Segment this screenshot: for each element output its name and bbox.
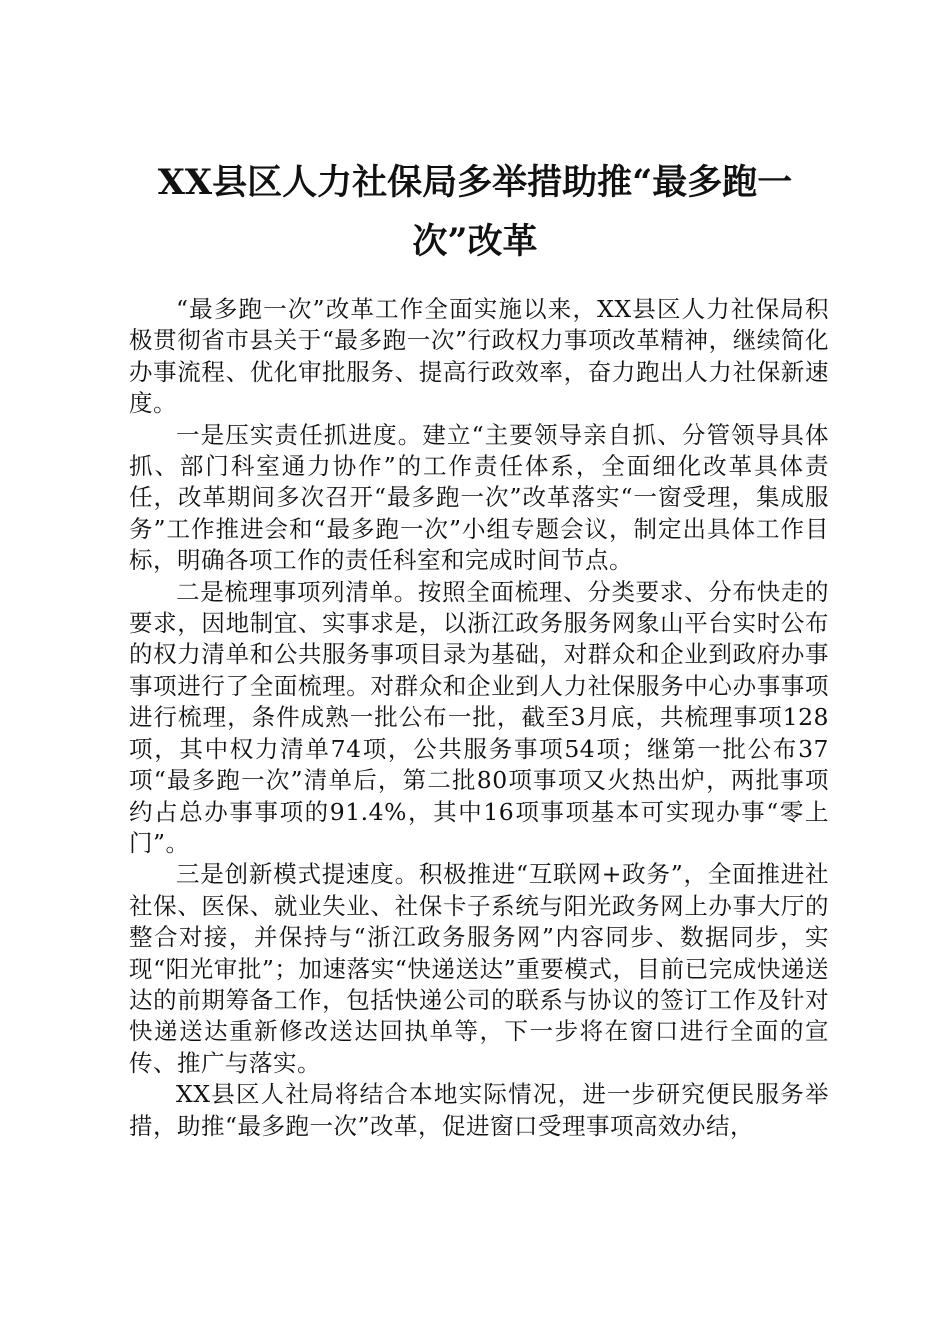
paragraph-responsibility: 一是压实责任抓进度。建立“主要领导亲自抓、分管领导具体抓、部门科室通力协作”的工作责任体系，全面细化改革具体责任，改革期间多次召开“最多跑一次”改革落实“一窗受理，集成服务”工作推进会和“最多跑一次”小组专题会议，制定出具体工作目标，明确各项工作的责任科室和完成时间节点。 <box>129 420 829 575</box>
document-title-line-1: XX县区人力社保局多举措助推“最多跑一 <box>157 162 793 203</box>
document-body <box>129 294 829 1142</box>
paragraph-checklist: 二是梳理事项列清单。按照全面梳理、分类要求、分布快走的要求，因地制宜、实事求是，以浙江政务服务网象山平台实时公布的权力清单和公共服务事项目录为基础，对群众和企业到政府办事事项进行了全面梳理。对群众和企业到人力社保服务中心办事事项进行梳理，条件成熟一批公布一批，截至3月底，共梳理事项128项，其中权力清单74项，公共服务事项54项；继第一批公布37项“最多跑一次”清单后，第二批80项事项又火热出炉，两批事项约占总办事事项的91.4%，其中16项事项基本可实现办事“零上门”。 <box>129 577 829 857</box>
paragraph-conclusion: XX县区人社局将结合本地实际情况，进一步研究便民服务举措，助推“最多跑一次”改革，促进窗口受理事项高效办结， <box>129 1080 829 1140</box>
document-title-line-2: 次”改革 <box>412 221 538 262</box>
paragraph-intro: “最多跑一次”改革工作全面实施以来，XX县区人力社保局积极贯彻省市县关于“最多跑一次”行政权力事项改革精神，继续简化办事流程、优化审批服务、提高行政效率，奋力跑出人力社保新速度。 <box>129 295 829 418</box>
paragraph-innovation: 三是创新模式提速度。积极推进“互联网+政务”，全面推进社社保、医保、就业失业、社保卡子系统与阳光政务网上办事大厅的整合对接，并保持与“浙江政务服务网”内容同步、数据同步，实现“阳光审批”；加速落实“快递送达”重要模式，目前已完成快递送达的前期筹备工作，包括快递公司的联系与协议的签订工作及针对快递送达重新修改送达回执单等，下一步将在窗口进行全面的宣传、推广与落实。 <box>129 860 829 1077</box>
